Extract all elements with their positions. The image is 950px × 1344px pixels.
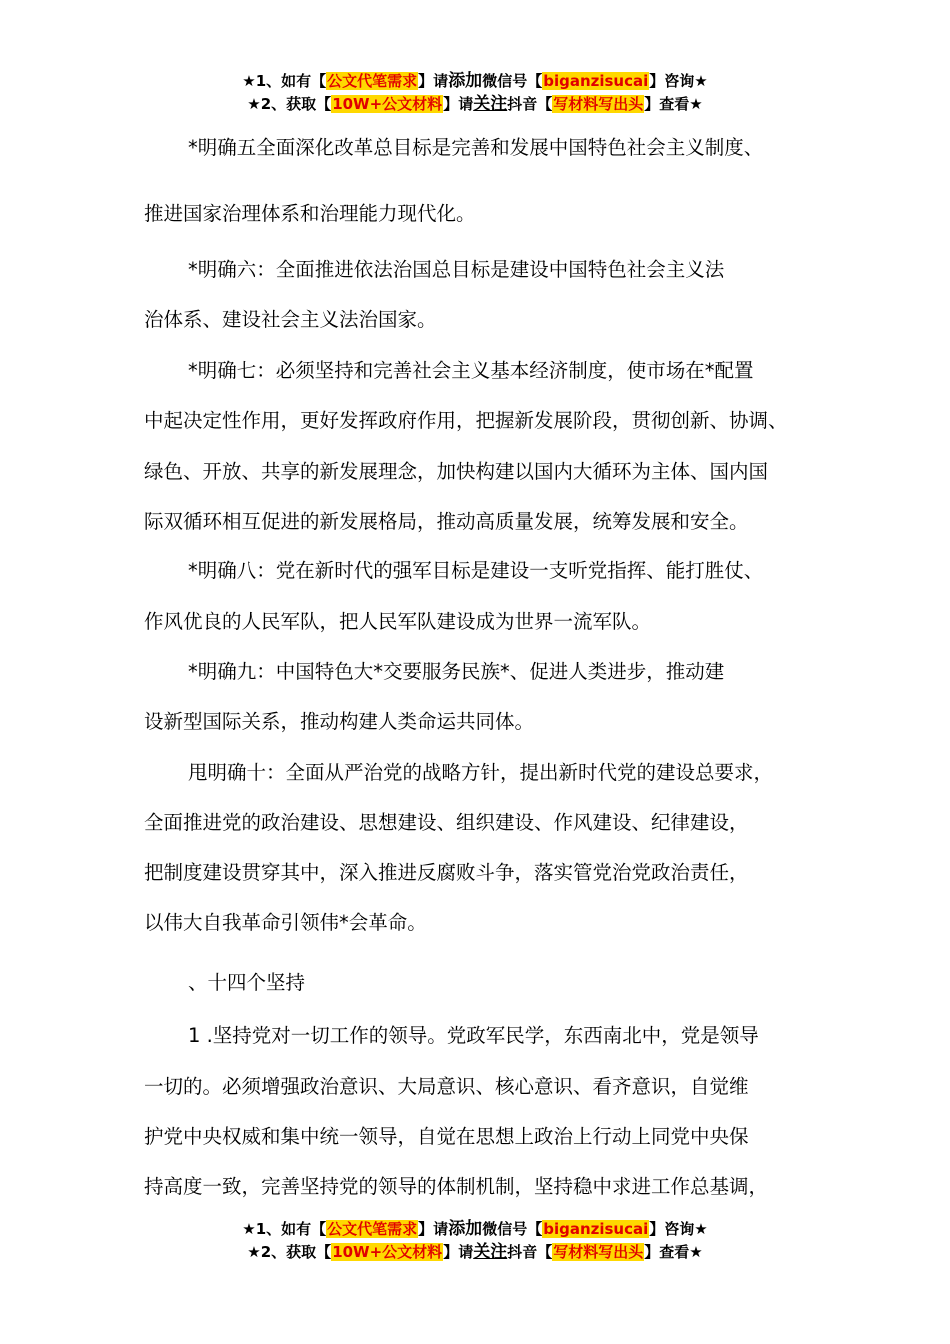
- text-line: 持高度一致，完善坚持党的领导的体制机制，坚持稳中求进工作总基调，: [144, 1175, 769, 1198]
- banner-text: 】查看★: [644, 1243, 703, 1261]
- banner-highlight: biganzisucai: [543, 1220, 649, 1238]
- banner-text: 微信号【: [482, 1220, 543, 1238]
- banner-text: ★2、获取【: [247, 1243, 332, 1261]
- banner-text: 微信号【: [482, 72, 543, 90]
- text-line: *明确八：党在新时代的强军目标是建设一支听党指挥、能打胜仗、: [188, 559, 764, 582]
- text-line: 全面推进党的政治建设、思想建设、组织建设、作风建设、纪律建设，: [144, 811, 749, 834]
- text-line: *明确六：全面推进依法治国总目标是建设中国特色社会主义法: [188, 258, 725, 281]
- text-line: 际双循环相互促进的新发展格局，推动高质量发展，统筹发展和安全。: [144, 510, 749, 533]
- banner-text: ★1、如有【: [242, 1220, 327, 1238]
- top-banner: [0, 70, 950, 116]
- banner-highlight: biganzisucai: [543, 72, 649, 90]
- bottom-banner-line-1: [0, 1218, 950, 1241]
- banner-text: ★2、获取【: [247, 95, 332, 113]
- top-banner-line-2: [0, 93, 950, 116]
- banner-text: 抖音【: [507, 95, 553, 113]
- text-line: 推进国家治理体系和治理能力现代化。: [144, 202, 476, 225]
- banner-text: 】查看★: [644, 95, 703, 113]
- bottom-banner: [0, 1218, 950, 1264]
- bottom-banner-line-2: [0, 1241, 950, 1264]
- banner-highlight: 写材料写出头: [553, 95, 644, 113]
- banner-emphasis: 添加: [448, 1219, 483, 1239]
- top-banner-line-1: [0, 70, 950, 93]
- banner-text: 】咨询★: [649, 72, 708, 90]
- banner-highlight: 公文代笔需求: [327, 72, 418, 90]
- text-line: 以伟大自我革命引领伟*会革命。: [144, 911, 427, 934]
- banner-highlight: 公文代笔需求: [327, 1220, 418, 1238]
- text-line: 1 .坚持党对一切工作的领导。党政军民学，东西南北中，党是领导: [188, 1024, 759, 1047]
- text-line: 甩明确十：全面从严治党的战略方针，提出新时代党的建设总要求，: [188, 761, 774, 784]
- banner-text: 】请: [443, 1243, 474, 1261]
- text-line: 护党中央权威和集中统一领导，自觉在思想上政治上行动上同党中央保: [144, 1125, 749, 1148]
- banner-text: ★1、如有【: [242, 72, 327, 90]
- banner-text: 】请: [418, 1220, 449, 1238]
- text-line: 把制度建设贯穿其中，深入推进反腐败斗争，落实管党治党政治责任，: [144, 861, 749, 884]
- text-line: 治体系、建设社会主义法治国家。: [144, 308, 437, 331]
- banner-text: 抖音【: [507, 1243, 553, 1261]
- banner-emphasis: 关注: [473, 94, 508, 114]
- banner-highlight: 写材料写出头: [553, 1243, 644, 1261]
- text-line: *明确九：中国特色大*交要服务民族*、促进人类进步，推动建: [188, 660, 725, 683]
- text-line: *明确七：必须坚持和完善社会主义基本经济制度，使市场在*配置: [188, 359, 754, 382]
- banner-text: 】咨询★: [649, 1220, 708, 1238]
- text-line: 中起决定性作用，更好发挥政府作用，把握新发展阶段，贯彻创新、协调、: [144, 409, 788, 432]
- banner-text: 】请: [418, 72, 449, 90]
- text-line: 一切的。必须增强政治意识、大局意识、核心意识、看齐意识，自觉维: [144, 1075, 749, 1098]
- banner-highlight: 10W+公文材料: [332, 95, 443, 113]
- section-heading: 、十四个坚持: [188, 971, 306, 994]
- text-line: *明确五全面深化改革总目标是完善和发展中国特色社会主义制度、: [188, 136, 764, 159]
- banner-emphasis: 添加: [448, 71, 483, 91]
- banner-text: 】请: [443, 95, 474, 113]
- text-line: 设新型国际关系，推动构建人类命运共同体。: [144, 710, 535, 733]
- banner-highlight: 10W+公文材料: [332, 1243, 443, 1261]
- banner-emphasis: 关注: [473, 1242, 508, 1262]
- text-line: 作风优良的人民军队，把人民军队建设成为世界一流军队。: [144, 610, 652, 633]
- text-line: 绿色、开放、共享的新发展理念，加快构建以国内大循环为主体、国内国: [144, 460, 769, 483]
